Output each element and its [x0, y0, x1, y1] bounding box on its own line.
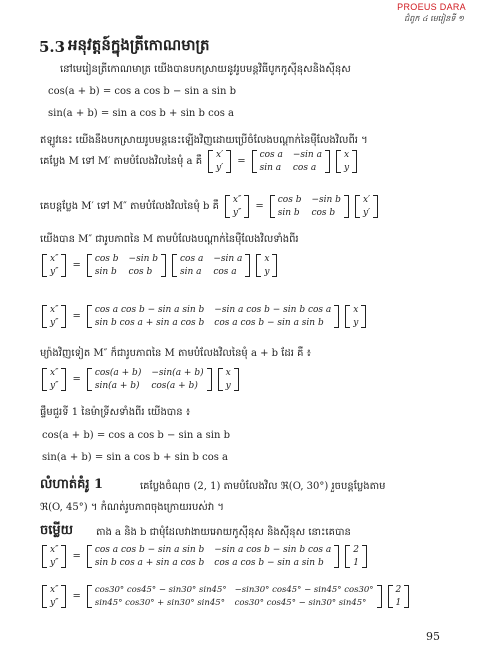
section-title: អនុវត្តន៍ក្នុងត្រីកោណមាត្រ	[68, 36, 210, 54]
answer-product: x″ y″ = cos a cos b − sin a sin b −sin a cos b − sin b cos a sin b cos a + sin a cos b cos a cos b − sin a sin b 2 1	[42, 545, 367, 568]
composite-product: x″ y″ = cos b −sin b sin b cos b cos a −sin a sin a cos a x y	[42, 254, 277, 277]
vector-m-double-prime: x″ y″	[225, 195, 249, 218]
paragraph-2: ឥឡូវនេះ យើងនឹងបកស្រាយរូបមន្តនេះឡើងវិញដោយប្រើចំលែងបណ្តាក់នៃម៉ឺលែងវិលពីរ ។	[40, 135, 368, 146]
matrix-rotation-a-copy: cos a −sin a sin a cos a	[172, 254, 250, 277]
rotation-ab-line: x″ y″ = cos(a + b) −sin(a + b) sin(a + b) cos(a + b) x y	[42, 368, 239, 391]
rotation-b-text: គេបន្តប្លែង M′ ទៅ M″ តាមបំលែងវិលនៃមុំ b គឺ	[40, 201, 219, 212]
vector-m-prime-2: x′ y′	[355, 195, 378, 218]
vector-m-prime: x′ y′	[208, 150, 231, 173]
paragraph-6: ម្យ៉ាងវិញទៀត M″ ក៏ជារូបភាពនៃ M តាមបំលែងវិលនៃមុំ a + b ដែរ គឺ ៖	[40, 348, 312, 359]
answer-numeric: x″ y″ = cos30° cos45° − sin30° sin45° −sin30° cos45° − sin45° cos30° sin45° cos30° + sin30° sin45° cos30° cos45° − sin30° sin45° 2 1	[42, 585, 409, 608]
rotation-b-line: គេបន្តប្លែង M′ ទៅ M″ តាមបំលែងវិលនៃមុំ b គឺ x″ y″ = cos b −sin b sin b cos b x′ y′	[40, 195, 378, 218]
running-header: ជំពូក ៤ មេរៀនទី ១	[404, 14, 464, 23]
section-number: 5.3	[39, 38, 66, 56]
vector-point: 2 1	[345, 545, 367, 568]
answer-text: តាង a និង b ជាមុំដែលវាងាយអោយកូស៊ីនុស និងស៊ីនុស នោះគេបាន	[96, 527, 351, 538]
matrix-product: cos a cos b − sin a sin b −sin a cos b − sin b cos a sin b cos a + sin a cos b cos a cos b − sin a sin b	[87, 305, 339, 328]
matrix-rotation-a: cos a −sin a sin a cos a	[252, 150, 330, 173]
rotation-a-line: គេប្លែង M ទៅ M′ តាមបំលែងវិលនៃមុំ a គឺ x′ y′ = cos a −sin a sin a cos a x y	[40, 150, 357, 173]
paragraph-7: ផ្ទឹមជួរទី 1 នៃម៉ាទ្រីសទាំងពីរ យើងបាន ៖	[40, 407, 191, 418]
rotation-a-text: គេប្លែង M ទៅ M′ តាមបំលែងវិលនៃមុំ a គឺ	[40, 156, 203, 167]
matrix-rotation-ab: cos(a + b) −sin(a + b) sin(a + b) cos(a + b)	[87, 368, 212, 391]
product-expanded: x″ y″ = cos a cos b − sin a sin b −sin a cos b − sin b cos a sin b cos a + sin a cos b cos a cos b − sin a sin b x y	[42, 305, 366, 328]
example-label: លំហាត់គំរូ 1	[40, 477, 104, 492]
matrix-rotation-b-copy: cos b −sin b sin b cos b	[87, 254, 166, 277]
intro-paragraph: នៅមេរៀនត្រីកោណមាត្រ យើងបានបកស្រាយនូវរូបមន្តវិធីបូកកូស៊ីនុសនិងស៊ីនុស	[60, 64, 351, 75]
matrix-rotation-b: cos b −sin b sin b cos b	[270, 195, 349, 218]
brand-label: PROEUS DARA	[397, 2, 466, 12]
sin-sum-result: sin(a + b) = sin a cos b + sin b cos a	[42, 452, 228, 463]
vector-m: x y	[336, 150, 357, 173]
matrix-product-answer: cos a cos b − sin a sin b −sin a cos b − sin b cos a sin b cos a + sin a cos b cos a cos b − sin a sin b	[87, 545, 339, 568]
matrix-numeric: cos30° cos45° − sin30° sin45° −sin30° cos45° − sin45° cos30° sin45° cos30° + sin30° sin45° cos30° cos45° − sin30° sin45°	[87, 585, 382, 608]
page-number: 95	[426, 630, 440, 643]
example-text-2: ℜ(O, 45°) ។ កំណត់រូបភាពចុងក្រោយរបស់វា ។	[40, 502, 224, 513]
vector-point-2: 2 1	[388, 585, 410, 608]
example-text-1: គេប្លែងចំណុច (2, 1) តាមបំលែងវិល ℜ(O, 30°) រួចបន្តប្លែងតាម	[140, 481, 386, 492]
answer-label: ចម្លើយ	[40, 523, 74, 538]
sin-sum-formula: sin(a + b) = sin a cos b + sin b cos a	[48, 108, 234, 119]
cos-sum-formula: cos(a + b) = cos a cos b − sin a sin b	[48, 86, 236, 97]
paragraph-5: យើងបាន M″ ជារូបភាពនៃ M តាមបំលែងបណ្តាក់នៃម៉ឺលែងវិលទាំងពីរ	[40, 234, 299, 245]
cos-sum-result: cos(a + b) = cos a cos b − sin a sin b	[42, 430, 230, 441]
